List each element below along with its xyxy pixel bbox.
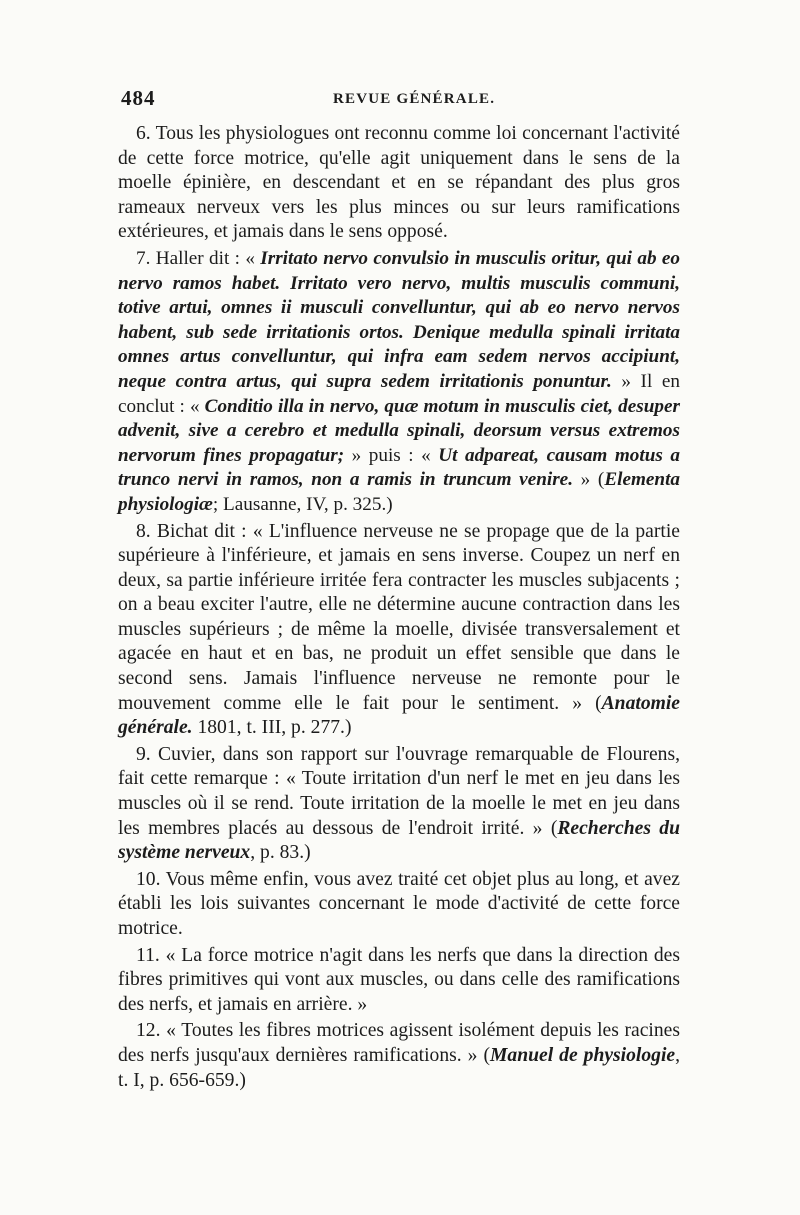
paragraph-text: Bichat dit : « L'influence nerveuse ne se propage que de la partie supérieure à l'inférieure, et jamais en sens inverse. Coupez un nerf en deux, sa partie inférieure irritée fera contracter les muscles subjacents ; on a beau exciter l'autre, elle ne détermine aucune contraction dans les muscles supérieurs ; de même la moelle, divisée transversalement et agacée en haut et en bas, ne produit un effet sensible que dans le second sens. Jamais l'influence nerveuse ne remonte pour le mouvement comme elle le fait pour le sentiment. » (: [118, 520, 680, 714]
page-header: [121, 86, 681, 116]
paragraph-text: Tous les physiologues ont reconnu comme loi concernant l'activité de cette force motrice, qu'elle agit uniquement dans le sens de la moelle épinière, en descendant et en se répandant des plus gros rameaux nerveux vers les plus minces ou sur leurs ramifications extérieures, et jamais dans le sens opposé.: [118, 123, 680, 243]
latin-quote: Conditio illa in nervo, quæ motum in musculis ciet, desuper advenit, sive a cerebro et medulla spinali, deorsum versus extremos nervorum fines propagatur;: [118, 395, 680, 466]
page-number: 484: [121, 86, 156, 110]
paragraph-number: 6.: [136, 123, 151, 144]
paragraph-text: Vous même enfin, vous avez traité cet objet plus au long, et avez établi les lois suivantes concernant le mode d'activité de cette force motrice.: [118, 868, 680, 939]
paragraph-text: Cuvier, dans son rapport sur l'ouvrage remarquable de Flourens, fait cette remarque : « Toute irritation d'un nerf le met en jeu dans les muscles où il se rend. Toute irritation de la moelle le met en jeu dans les membres placés au dessous de l'endroit irrité. » (: [118, 743, 680, 839]
latin-quote: Irritato nervo convulsio in musculis oritur, qui ab eo nervo ramos habet. Irritato vero nervo, multis musculis communi, totive artui, omnes ii musculi convelluntur, qui ab eo nervo nervos habent, sub sede irritationis ortos. Denique medulla spinali irritata omnes artus convelluntur, qui infra eam sedem nervos accipiunt, neque contra artus, qui supra sedem irritationis ponuntur.: [118, 247, 680, 392]
paragraph-number: 7.: [136, 247, 151, 269]
paragraph-number: 8.: [136, 520, 151, 542]
running-title: REVUE GÉNÉRALE.: [333, 91, 496, 107]
paragraph-text: « La force motrice n'agit dans les nerfs que dans la direction des fibres primitives qui vont aux muscles, ou dans celle des ramifications des nerfs, et jamais en arrière. »: [118, 944, 680, 1015]
paragraph-number: 9.: [136, 743, 151, 765]
citation-detail: , t. I, p. 656-659.): [118, 1044, 680, 1091]
paragraph-number: 11.: [136, 944, 160, 966]
citation-title: Elementa physiologiæ: [118, 469, 681, 515]
paragraph-10: [118, 868, 680, 942]
paragraph-9: [118, 743, 680, 866]
citation-title: Recherches du système nerveux: [118, 817, 680, 864]
citation-title: Manuel de physiologie: [490, 1044, 676, 1066]
latin-quote: Ut adpareat, causam motus a trunco nervi in ramos, non a ramis in truncum venire.: [118, 444, 680, 491]
paragraph-text: » Il en conclut : «: [118, 370, 680, 417]
paragraph-number: 12.: [136, 1020, 161, 1042]
paragraph-text: Haller dit : «: [150, 247, 261, 269]
paragraph-6: [118, 122, 680, 245]
citation-detail: , p. 83.): [250, 842, 311, 864]
paragraph-8: [118, 520, 680, 741]
paragraph-text: » puis : «: [344, 444, 439, 466]
paragraph-text: « Toutes les fibres motrices agissent isolément depuis les racines des nerfs jusqu'aux dernières ramifications. » (: [118, 1020, 680, 1066]
paragraph-7: [118, 247, 680, 518]
citation-title: Anatomie générale.: [118, 692, 680, 739]
paragraph-text: » (: [573, 469, 605, 491]
paragraph-12: [118, 1019, 680, 1093]
paragraph-11: [118, 944, 680, 1018]
paragraph-number: 10.: [136, 868, 161, 890]
citation-detail: 1801, t. III, p. 277.): [192, 717, 352, 739]
citation-detail: ; Lausanne, IV, p. 325.): [212, 493, 393, 515]
body-text: [118, 122, 680, 1095]
